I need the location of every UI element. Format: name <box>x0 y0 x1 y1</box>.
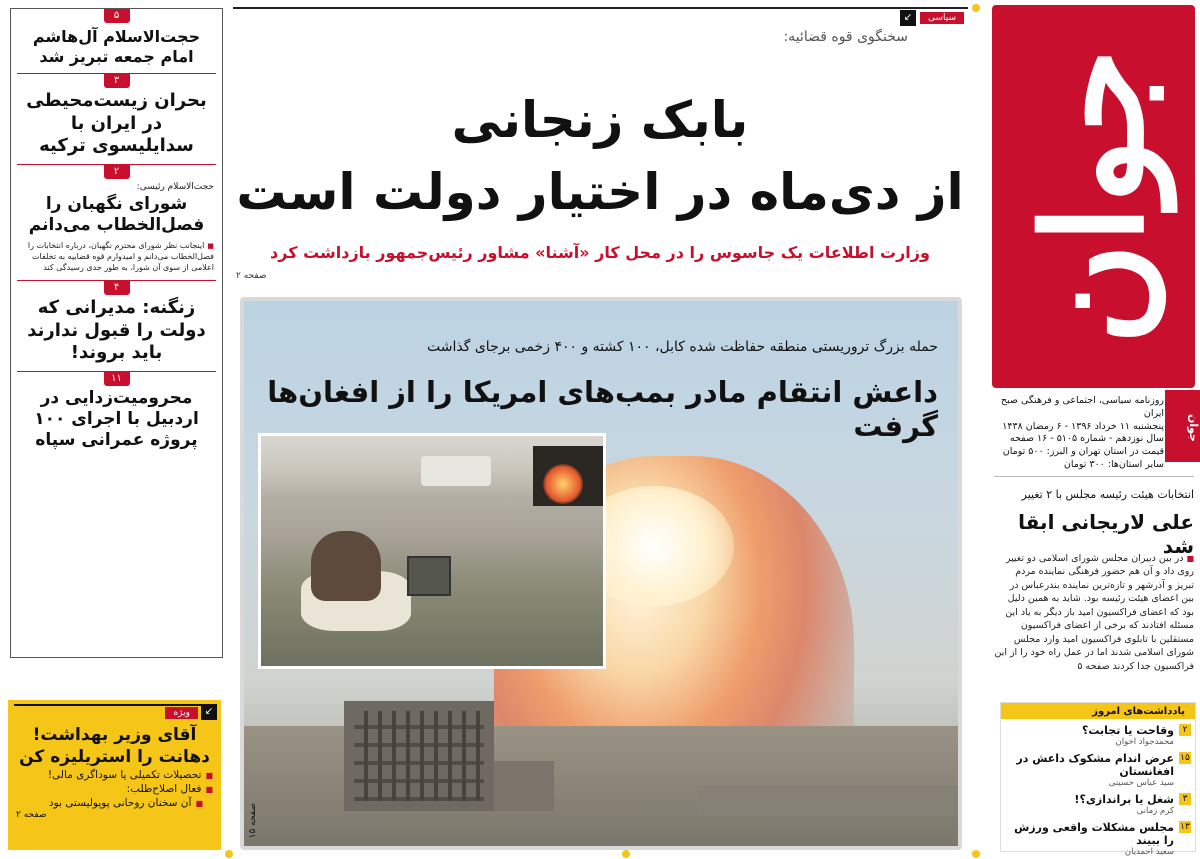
special-tag-bar <box>14 704 204 719</box>
notes-label: یادداشت‌های امروز <box>1092 705 1185 717</box>
publication-info <box>992 395 1164 472</box>
fire <box>543 464 583 504</box>
left-news-column <box>10 8 223 658</box>
special-bullet-2[interactable]: ■ فعال اصلاح‌طلب: <box>8 782 221 796</box>
registration-mark <box>972 850 980 858</box>
main-headline-line-2[interactable]: از دی‌ماه در اختیار دولت است <box>236 163 964 221</box>
photo-kicker: حمله بزرگ تروریستی منطقه حفاظت شده کابل، ۱۰۰ کشته و ۴۰۰ زخمی برجای گذاشت <box>427 339 938 355</box>
photo-pageref: صفحه ۱۵ <box>248 802 258 838</box>
left-kicker-3: حجت‌الاسلام رئیسی: <box>136 181 214 192</box>
building <box>494 761 554 811</box>
todays-notes <box>1000 702 1196 857</box>
debris-box <box>407 556 451 596</box>
special-bullet-3-text: ■ آن سخنان روحانی پوپولیستی بود <box>8 796 221 810</box>
registration-mark <box>622 850 630 858</box>
note-page-badge: ۲ <box>1179 724 1191 736</box>
registration-mark <box>225 850 233 858</box>
note-title: وقاحت یا تجابت؟ <box>1081 724 1174 737</box>
masthead-side-tag: جوان <box>1165 390 1200 462</box>
special-headline-1[interactable]: آقای وزیر بهداشت! <box>32 725 197 745</box>
pubinfo-line: سال نوزدهم - شماره ۵۱۰۵ - ۱۶ صفحه <box>1009 433 1164 445</box>
note-title: عرض اندام مشکوک داعش در افغانستان <box>1016 752 1174 778</box>
main-kicker: سخنگوی قوه قضائیه: <box>783 29 908 45</box>
left-headline-2[interactable]: بحران زیست‌محیطی در ایران با سدایلیسوی ترکیه <box>26 90 207 156</box>
left-body-3: ■ اینجانب نظر شورای محترم نگهبان، درباره انتخابات را فصل‌الخطاب می‌دانم و امیدوارم قوه قضاییه به تخلفات اعلامی از سوی آن شورا، به طور جدی رسیدگی کند <box>11 238 222 276</box>
pubinfo-line: روزنامه سیاسی، اجتماعی و فرهنگی صبح ایران <box>1000 395 1164 419</box>
page-number-badge: ۳ <box>104 74 130 88</box>
right-body: ■ در بین دبیران مجلس شورای اسلامی دو تغییر روی داد و آن هم حضور فرهنگی نماینده مردم تبریز و آذرشهر و تازه‌ترین نماینده بندرعباس در بین اعضای هیئت رئیسه بود. شاید به همین دلیل بود که اعضای فراکسیون امید باز دیگر به یاد این مسئله افتادند که برخی از اعضای فراکسیون مستقلین با تابلوی فراکسیون امید وارد مجلس شورای اسلامی شدند اما در عمل راه خود را از این فراکسیون جدا کردند صفحه ۵ <box>994 552 1194 673</box>
main-subhead[interactable]: وزارت اطلاعات یک جاسوس را در محل کار «آشنا» مشاور رئیس‌جمهور بازداشت کرد <box>270 243 930 262</box>
arrow-icon: ↙ <box>900 10 916 26</box>
page-number-badge: ۲ <box>104 165 130 179</box>
photo-headline[interactable]: داعش انتقام مادر بمب‌های امریکا را از افغان‌ها گرفت <box>267 375 938 443</box>
van <box>421 456 491 486</box>
note-page-badge: ۱۵ <box>1180 753 1190 763</box>
pubinfo-line: پنجشنبه ۱۱ خرداد ۱۳۹۶ - ۶ رمضان ۱۴۳۸ <box>1002 420 1164 432</box>
note-author: سید عباس حسینی <box>1108 778 1174 788</box>
building <box>344 701 494 811</box>
note-author: محمدجواد اخوان <box>1115 737 1174 747</box>
page-number-badge: ۴ <box>104 281 130 295</box>
divider <box>994 476 1194 477</box>
inset-photo <box>258 433 606 669</box>
arrow-icon: ↙ <box>201 704 217 720</box>
special-report-box <box>8 700 221 850</box>
left-headline-4[interactable]: زنگنه: مدیرانی که دولت را قبول ندارند باید بروند! <box>27 297 206 364</box>
masthead-logo: جوان <box>1011 48 1175 345</box>
note-item[interactable] <box>1001 788 1195 816</box>
masthead-logo-wrap <box>992 5 1195 388</box>
main-story <box>232 5 968 855</box>
explosion-photo <box>240 297 962 850</box>
wounded-man-head <box>311 531 381 601</box>
special-bullet-1[interactable]: ■ تحصیلات تکمیلی یا سوداگری مالی! <box>8 768 221 782</box>
note-title: مجلس مشکلات واقعی ورزش را ببیند <box>1014 821 1174 847</box>
special-headline-2[interactable]: دهانت را استریلیزه کن <box>19 747 210 768</box>
pubinfo-line: قیمت در استان تهران و البرز: ۵۰۰ تومان <box>1002 446 1164 458</box>
main-headline-line-1[interactable]: بابک زنجانی <box>451 91 749 149</box>
registration-mark <box>972 4 980 12</box>
pubinfo-line: سایر استان‌ها: ۳۰۰ تومان <box>1063 459 1164 471</box>
page-number-badge: ۵ <box>104 9 130 23</box>
special-tag: ویژه <box>165 707 198 719</box>
note-item[interactable] <box>1001 719 1195 747</box>
note-author: سعید احمدیان <box>1124 847 1174 857</box>
page-number-badge: ۱۱ <box>104 372 130 386</box>
section-tag[interactable] <box>896 9 968 27</box>
masthead[interactable] <box>992 5 1195 388</box>
right-headline[interactable]: علی لاریجانی ابقا شد <box>1018 510 1194 558</box>
notes-tag <box>1001 703 1195 719</box>
note-author: کرم زمانی <box>1136 806 1174 816</box>
special-pageref: صفحه ۲ <box>16 810 47 821</box>
section-label: سیاسی <box>920 12 964 24</box>
note-page-badge: ۳ <box>1179 793 1191 805</box>
note-item[interactable] <box>1001 747 1195 788</box>
note-item[interactable] <box>1001 816 1195 857</box>
section-bar <box>233 7 968 25</box>
left-headline-5[interactable]: محرومیت‌زدایی در اردبیل با اجرای ۱۰۰ پروژه عمرانی سپاه <box>34 387 199 451</box>
skyline <box>698 786 958 816</box>
note-page-badge: ۱۳ <box>1180 822 1190 832</box>
left-headline-1[interactable]: حجت‌الاسلام آل‌هاشم امام جمعه تبریز شد <box>32 27 201 66</box>
note-title: شغل یا براندازی؟! <box>1074 793 1174 806</box>
main-pageref: صفحه ۲ <box>236 271 267 281</box>
right-kicker: انتخابات هیئت رئیسه مجلس با ۲ تغییر <box>1021 488 1194 501</box>
left-headline-3[interactable]: شورای نگهبان را فصل‌الخطاب می‌دانم <box>28 193 205 235</box>
